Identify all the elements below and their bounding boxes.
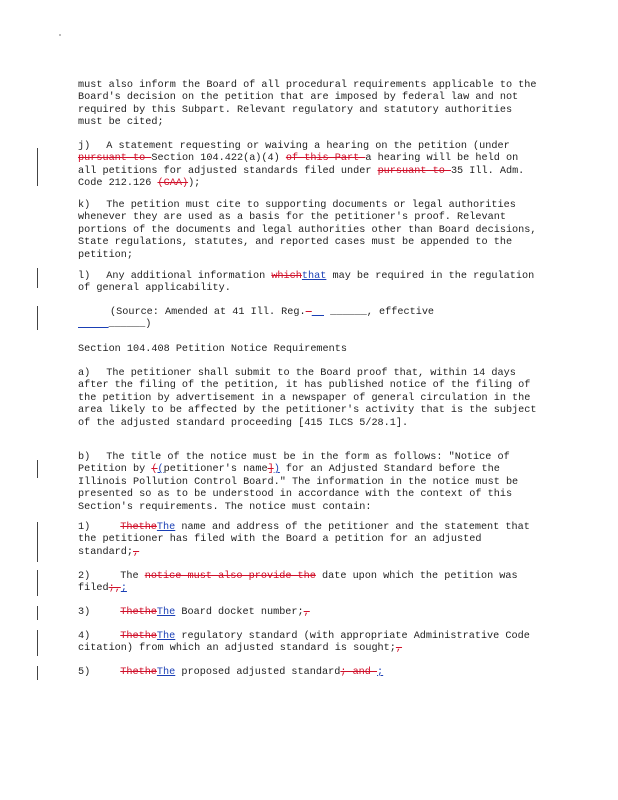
text-run: 35 Ill. Adm. Code 212.126 xyxy=(78,165,525,190)
deleted-text: ;, xyxy=(108,583,121,595)
deleted-text: Thethe xyxy=(120,667,157,678)
item-label: k) xyxy=(78,200,91,211)
source-note xyxy=(78,307,542,332)
paragraph-text: The petitioner shall submit to the Board proof that, within 14 days after the filing of the petition, it has published notice of the filing of the petition by advertisement in a newspaper of general circulation in the area likely to be affected by the petitioner's activity that is the subject of the adjusted standard proceeding [415 ILCS 5/28.1]. xyxy=(78,368,537,429)
list-item-3 xyxy=(78,607,542,619)
deleted-text: which xyxy=(271,271,302,282)
inserted-text: The xyxy=(156,631,176,642)
inserted-text xyxy=(312,307,324,318)
list-item-5 xyxy=(78,667,542,679)
text-run: Section 104.422(a)(4) xyxy=(151,153,286,165)
deleted-text: ; and xyxy=(340,667,378,678)
inserted-text: The xyxy=(156,522,176,533)
text-run: ); xyxy=(188,178,201,190)
change-bar xyxy=(37,606,38,620)
paragraph-continuation xyxy=(78,80,542,130)
inserted-text: The xyxy=(156,667,176,678)
change-bar xyxy=(37,666,38,680)
section-heading xyxy=(78,344,542,356)
inserted-text: ) xyxy=(273,464,280,476)
text-run: ______) xyxy=(108,319,152,331)
deleted-text: , xyxy=(303,607,310,618)
deleted-text: of this Part xyxy=(285,153,366,165)
deleted-text: Thethe xyxy=(120,607,157,618)
item-label: a) xyxy=(78,368,91,379)
item-label: 4) xyxy=(78,631,91,642)
text-run: (Source: Amended at 41 Ill. Reg. xyxy=(110,307,306,318)
page-speck xyxy=(59,34,61,36)
item-label: 5) xyxy=(78,667,91,678)
deleted-text: pursuant to xyxy=(377,165,451,177)
paragraph-text: The petition must cite to supporting documents or legal authorities whenever they are used as a basis for the petitioner's proof. Relevant portions of the documents and legal authorities other than Board decisions, State regulations, statutes, and reported cases must be appended to the petition; xyxy=(78,200,537,261)
change-bar xyxy=(37,522,38,562)
inserted-text: that xyxy=(301,271,327,282)
change-bar xyxy=(37,268,38,288)
paragraph-text: must also inform the Board of all procedural requirements applicable to the Board's decision on the petition that are imposed by federal law and not required by this Subpart. Relevant regulatory and statutory authorities must be cited; xyxy=(78,80,537,129)
text-run: for an Adjusted Standard before the Illinois Pollution Control Board." The information in the notice must be presented so as to be understood in accordance with the context of this Section's requirements. The notice must contain: xyxy=(78,464,519,513)
deleted-text: ] xyxy=(267,464,274,476)
text-run: may be required in the regulation of general applicability. xyxy=(78,271,535,295)
paragraph-a xyxy=(78,368,542,430)
text-run: petitioner's name xyxy=(163,464,268,476)
inserted-text: ; xyxy=(377,667,384,678)
text-run: Board docket number; xyxy=(175,607,304,618)
item-label: 1) xyxy=(78,522,91,533)
section-title: Section 104.408 Petition Notice Requirements xyxy=(78,344,347,355)
item-label: b) xyxy=(78,452,91,463)
change-bar xyxy=(37,570,38,596)
item-label: 2) xyxy=(78,571,91,582)
text-run: date upon which the petition was filed xyxy=(78,571,518,595)
text-run: The title of the notice must be in the form as follows: "Notice of Petition by xyxy=(78,452,510,476)
text-run: regulatory standard (with appropriate Administrative Code citation) from which an adjusted standard is sought; xyxy=(78,631,530,655)
list-item-2 xyxy=(78,571,542,596)
inserted-text: ; xyxy=(120,583,127,595)
deleted-text: Thethe xyxy=(120,522,157,533)
deleted-text: Thethe xyxy=(120,631,157,642)
paragraph-l xyxy=(78,271,542,296)
deleted-text: (CAA) xyxy=(157,178,189,190)
change-bar xyxy=(37,460,38,478)
text-run: Any additional information xyxy=(106,271,272,282)
inserted-text: The xyxy=(156,607,176,618)
item-label: j) xyxy=(78,141,91,152)
text-run: proposed adjusted standard xyxy=(175,667,341,678)
paragraph-b xyxy=(78,452,542,514)
text-run: A statement requesting or waiving a hearing on the petition (under xyxy=(106,141,510,152)
deleted-text: ( xyxy=(151,464,158,476)
text-run: a hearing will be held on all petitions for adjusted standards filed under xyxy=(78,153,519,177)
paragraph-j xyxy=(78,141,542,191)
change-bar xyxy=(37,630,38,656)
change-bar xyxy=(37,306,38,330)
text-run: ______, effective xyxy=(324,307,435,318)
change-bar xyxy=(37,148,38,186)
deleted-text: , xyxy=(133,546,140,558)
item-label: 3) xyxy=(78,607,91,618)
paragraph-k xyxy=(78,200,542,262)
deleted-text: notice must also provide the xyxy=(144,571,316,582)
deleted-text: pursuant to xyxy=(78,153,152,165)
list-item-1 xyxy=(78,522,542,559)
text-run: The xyxy=(120,571,145,582)
item-label: l) xyxy=(78,271,91,282)
inserted-text xyxy=(78,319,109,330)
deleted-text: , xyxy=(395,643,403,655)
list-item-4 xyxy=(78,631,542,656)
inserted-text: ( xyxy=(157,464,164,476)
text-run: name and address of the petitioner and the statement that the petitioner has filed with the Board a petition for an adjusted standard; xyxy=(78,522,530,558)
